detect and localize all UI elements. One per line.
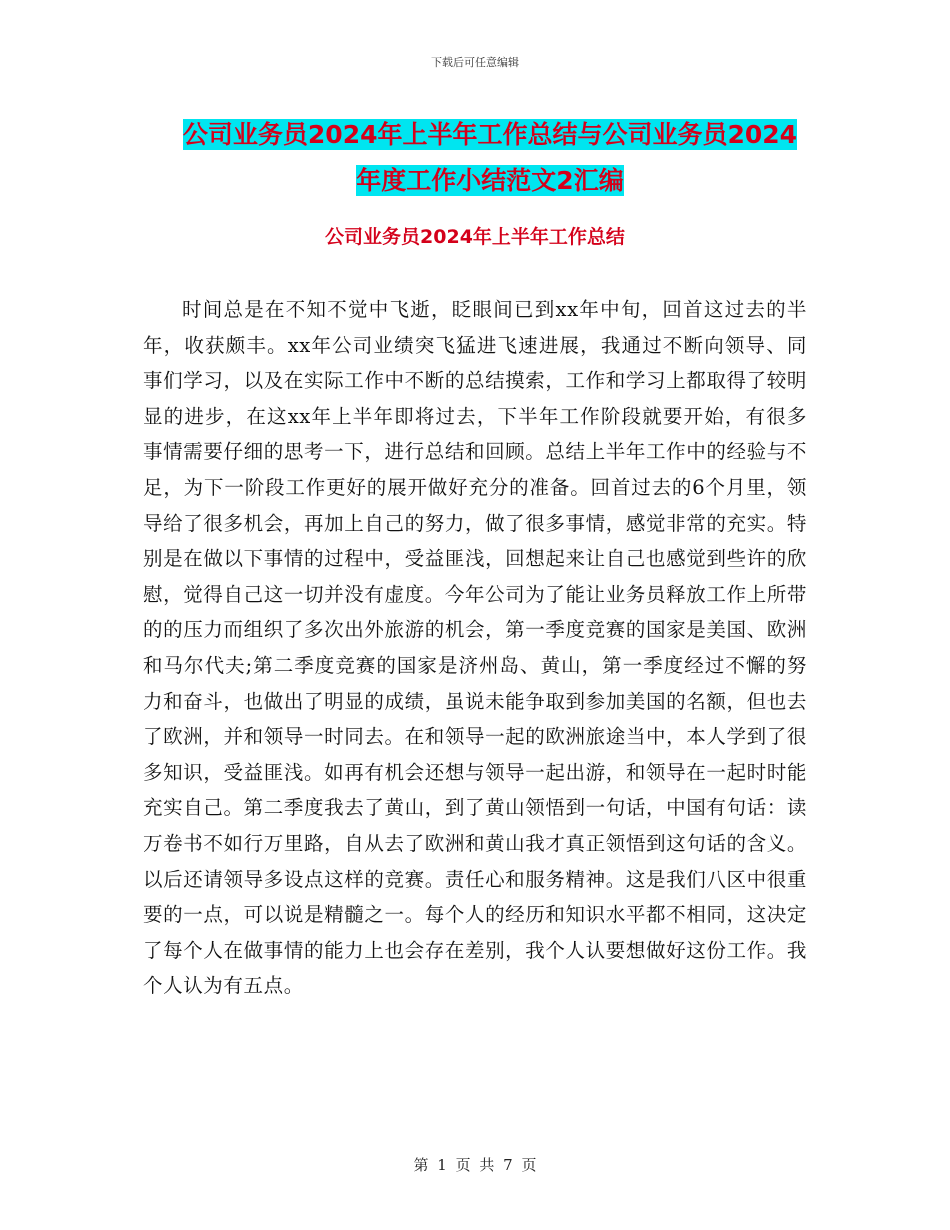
page-footer: 第 1 页 共 7 页	[413, 1156, 537, 1174]
body-paragraph: 时间总是在不知不觉中飞逝，眨眼间已到xx年中旬，回首这过去的半年，收获颇丰。xx年公司业绩突飞猛进飞速进展，我通过不断向领导、同事们学习，以及在实际工作中不断的总结摸索，工作和学习上都取得了较明显的进步，在这xx年上半年即将过去，下半年工作阶段就要开始，有很多事情需要仔细的思考一下，进行总结和回顾。总结上半年工作中的经验与不足，为下一阶段工作更好的展开做好充分的准备。回首过去的6个月里，领导给了很多机会，再加上自己的努力，做了很多事情，感觉非常的充实。特别是在做以下事情的过程中，受益匪浅，回想起来让自己也感觉到些许的欣慰，觉得自己这一切并没有虚度。今年公司为了能让业务员释放工作上所带的的压力而组织了多次出外旅游的机会，第一季度竞赛的国家是美国、欧洲和马尔代夫;第二季度竞赛的国家是济州岛、黄山，第一季度经过不懈的努力和奋斗，也做出了明显的成绩，虽说未能争取到参加美国的名额，但也去了欧洲，并和领导一时同去。在和领导一起的欧洲旅途当中，本人学到了很多知识，受益匪浅。如再有机会还想与领导一起出游，和领导在一起时时能充实自己。第二季度我去了黄山，到了黄山领悟到一句话，中国有句话：读万卷书不如行万里路，自从去了欧洲和黄山我才真正领悟到这句话的含义。以后还请领导多设点这样的竞赛。责任心和服务精神。这是我们八区中很重要的一点，可以说是精髓之一。每个人的经历和知识水平都不相同，这决定了每个人在做事情的能力上也会存在差别，我个人认要想做好这份工作。我个人认为有五点。	[143, 298, 807, 998]
page-header-note: 下载后可任意编辑	[431, 56, 519, 69]
document-title-line-2: 年度工作小结范文2汇编	[356, 166, 624, 195]
document-title	[140, 112, 840, 204]
section-title: 公司业务员2024年上半年工作总结	[325, 226, 625, 248]
document-title-line-1: 公司业务员2024年上半年工作总结与公司业务员2024	[182, 120, 798, 149]
